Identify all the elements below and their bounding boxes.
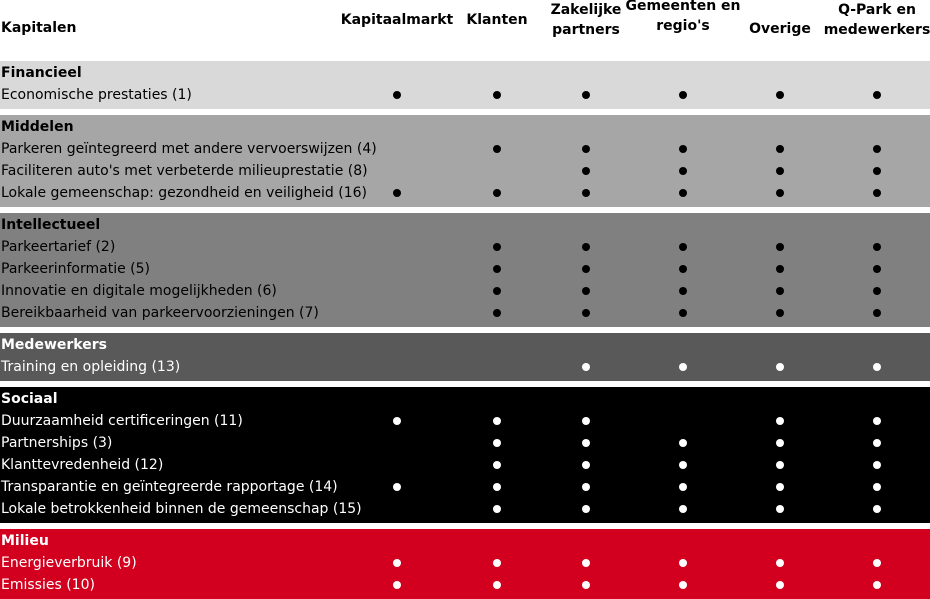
bullet-dot-icon (873, 265, 881, 273)
row-label: Bereikbaarheid van parkeervoorzieningen (7) (1, 305, 319, 321)
bullet-dot-icon (493, 309, 501, 317)
section-intellectueel (0, 213, 930, 327)
section-sociaal (0, 387, 930, 523)
bullet-dot-icon (582, 265, 590, 273)
section-title-row (0, 214, 930, 236)
bullet-dot-icon (776, 243, 784, 251)
bullet-dot-icon (393, 483, 401, 491)
section-middelen (0, 115, 930, 207)
bullet-dot-icon (582, 559, 590, 567)
bullet-dot-icon (393, 189, 401, 197)
section-title-row (0, 530, 930, 552)
bullet-dot-icon (493, 243, 501, 251)
header-gemeenten-line1: Gemeenten en (625, 0, 741, 14)
bullet-dot-icon (493, 417, 501, 425)
table-row (0, 236, 930, 258)
section-title: Intellectueel (1, 217, 101, 233)
bullet-dot-icon (679, 243, 687, 251)
bullet-dot-icon (679, 91, 687, 99)
bullet-dot-icon (679, 167, 687, 175)
bullet-dot-icon (582, 483, 590, 491)
bullet-dot-icon (679, 559, 687, 567)
bullet-dot-icon (873, 287, 881, 295)
bullet-dot-icon (873, 417, 881, 425)
bullet-dot-icon (582, 363, 590, 371)
row-label: Klanttevredenheid (12) (1, 457, 164, 473)
bullet-dot-icon (873, 363, 881, 371)
bullet-dot-icon (776, 483, 784, 491)
bullet-dot-icon (582, 309, 590, 317)
section-title: Medewerkers (1, 337, 107, 353)
row-label: Parkeerinformatie (5) (1, 261, 150, 277)
bullet-dot-icon (776, 189, 784, 197)
bullet-dot-icon (679, 363, 687, 371)
table-row (0, 454, 930, 476)
header-overige: Overige (749, 21, 811, 37)
bullet-dot-icon (776, 505, 784, 513)
section-title-row (0, 62, 930, 84)
bullet-dot-icon (873, 461, 881, 469)
bullet-dot-icon (776, 167, 784, 175)
bullet-dot-icon (776, 461, 784, 469)
bullet-dot-icon (582, 243, 590, 251)
header-zakelijke-line1: Zakelijke (550, 2, 622, 18)
bullet-dot-icon (582, 189, 590, 197)
bullet-dot-icon (873, 309, 881, 317)
table-row (0, 356, 930, 378)
bullet-dot-icon (493, 483, 501, 491)
bullet-dot-icon (493, 461, 501, 469)
table-row (0, 84, 930, 106)
header-kapitalen: Kapitalen (1, 20, 77, 36)
row-label: Partnerships (3) (1, 435, 113, 451)
bullet-dot-icon (582, 145, 590, 153)
bullet-dot-icon (776, 309, 784, 317)
section-title: Milieu (1, 533, 49, 549)
section-title-row (0, 388, 930, 410)
bullet-dot-icon (776, 581, 784, 589)
row-label: Parkeertarief (2) (1, 239, 116, 255)
row-label: Innovatie en digitale mogelijkheden (6) (1, 283, 277, 299)
row-label: Economische prestaties (1) (1, 87, 192, 103)
bullet-dot-icon (393, 91, 401, 99)
bullet-dot-icon (679, 461, 687, 469)
table-row (0, 476, 930, 498)
table-row (0, 498, 930, 520)
bullet-dot-icon (776, 417, 784, 425)
bullet-dot-icon (873, 439, 881, 447)
table-row (0, 160, 930, 182)
bullet-dot-icon (582, 461, 590, 469)
bullet-dot-icon (873, 243, 881, 251)
bullet-dot-icon (679, 439, 687, 447)
section-medewerkers (0, 333, 930, 381)
bullet-dot-icon (873, 145, 881, 153)
header-qpark-line2: medewerkers (823, 22, 930, 38)
table-row (0, 280, 930, 302)
bullet-dot-icon (776, 265, 784, 273)
header-qpark-medewerkers (817, 0, 930, 40)
table-row (0, 432, 930, 454)
bullet-dot-icon (776, 287, 784, 295)
bullet-dot-icon (493, 91, 501, 99)
bullet-dot-icon (776, 145, 784, 153)
bullet-dot-icon (493, 505, 501, 513)
bullet-dot-icon (582, 581, 590, 589)
section-milieu (0, 529, 930, 599)
section-title: Financieel (1, 65, 82, 81)
bullet-dot-icon (679, 309, 687, 317)
bullet-dot-icon (873, 483, 881, 491)
table-row (0, 552, 930, 574)
bullet-dot-icon (679, 505, 687, 513)
bullet-dot-icon (493, 189, 501, 197)
row-label: Parkeren geïntegreerd met andere vervoerswijzen (4) (1, 141, 377, 157)
bullet-dot-icon (393, 417, 401, 425)
header-zakelijke-line2: partners (552, 22, 620, 38)
bullet-dot-icon (582, 91, 590, 99)
bullet-dot-icon (679, 483, 687, 491)
bullet-dot-icon (873, 581, 881, 589)
section-title-row (0, 334, 930, 356)
header-kapitaalmarkt: Kapitaalmarkt (340, 12, 454, 28)
bullet-dot-icon (582, 505, 590, 513)
table-row (0, 574, 930, 596)
bullet-dot-icon (776, 559, 784, 567)
bullet-dot-icon (679, 581, 687, 589)
bullet-dot-icon (493, 439, 501, 447)
bullet-dot-icon (493, 265, 501, 273)
row-label: Transparantie en geïntegreerde rapportage (14) (1, 479, 338, 495)
bullet-dot-icon (679, 287, 687, 295)
table-row (0, 258, 930, 280)
table-row (0, 182, 930, 204)
bullet-dot-icon (679, 265, 687, 273)
bullet-dot-icon (873, 559, 881, 567)
bullet-dot-icon (493, 581, 501, 589)
row-label: Duurzaamheid certificeringen (11) (1, 413, 243, 429)
table-row (0, 410, 930, 432)
bullet-dot-icon (393, 559, 401, 567)
header-gemeenten-line2: regio's (656, 18, 710, 34)
row-label: Faciliteren auto's met verbeterde milieuprestatie (8) (1, 163, 368, 179)
header-qpark-line1: Q-Park en (838, 2, 916, 18)
header-klanten: Klanten (466, 12, 528, 28)
bullet-dot-icon (493, 287, 501, 295)
section-title: Sociaal (1, 391, 58, 407)
bullet-dot-icon (679, 189, 687, 197)
row-label: Lokale betrokkenheid binnen de gemeenschap (15) (1, 501, 362, 517)
bullet-dot-icon (873, 167, 881, 175)
bullet-dot-icon (776, 91, 784, 99)
row-label: Lokale gemeenschap: gezondheid en veiligheid (16) (1, 185, 367, 201)
bullet-dot-icon (493, 559, 501, 567)
bullet-dot-icon (493, 145, 501, 153)
section-title: Middelen (1, 119, 74, 135)
table-row (0, 138, 930, 160)
row-label: Emissies (10) (1, 577, 95, 593)
section-title-row (0, 116, 930, 138)
bullet-dot-icon (873, 91, 881, 99)
bullet-dot-icon (679, 145, 687, 153)
bullet-dot-icon (582, 439, 590, 447)
header-gemeenten-regios (618, 0, 748, 36)
bullet-dot-icon (873, 505, 881, 513)
bullet-dot-icon (776, 439, 784, 447)
table-row (0, 302, 930, 324)
row-label: Training en opleiding (13) (1, 359, 181, 375)
bullet-dot-icon (873, 189, 881, 197)
bullet-dot-icon (582, 167, 590, 175)
bullet-dot-icon (393, 581, 401, 589)
bullet-dot-icon (582, 417, 590, 425)
bullet-dot-icon (776, 363, 784, 371)
row-label: Energieverbruik (9) (1, 555, 137, 571)
table-header (0, 0, 930, 56)
bullet-dot-icon (582, 287, 590, 295)
section-financieel (0, 61, 930, 109)
